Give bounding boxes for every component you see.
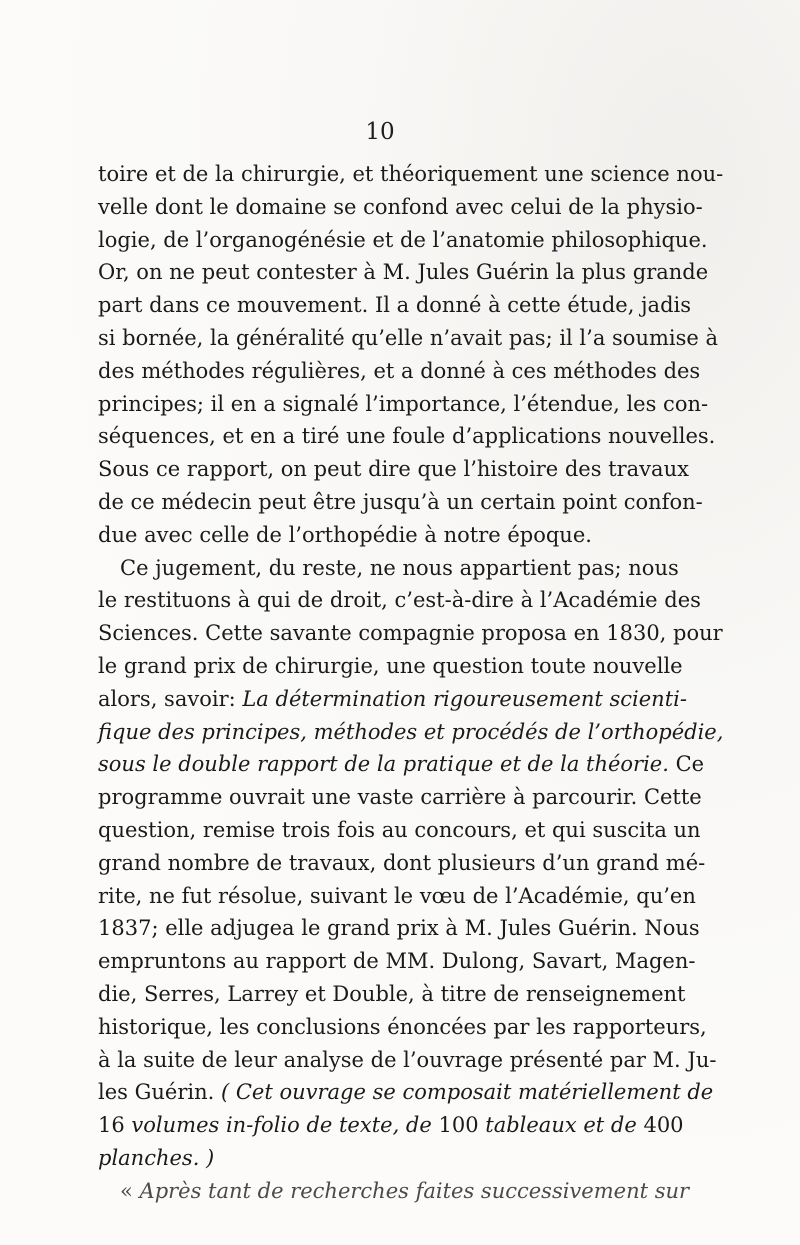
text-line [98,781,702,814]
text-segment: 16 [98,1113,132,1138]
text-segment: les Guérin. [98,1080,221,1105]
text-line [98,322,718,355]
text-line [98,978,686,1011]
text-line [98,453,689,486]
italic-text: Après tant de recherches faites successivement sur [139,1178,690,1203]
body-text [98,158,724,1208]
text-line [98,191,703,224]
text-line [98,1109,684,1142]
text-line [98,158,724,191]
text-line [98,1142,668,1175]
italic-text: sous le double rapport de la pratique et de la théorie. [98,752,669,777]
text-line [98,355,701,388]
italic-text: planches. ) [98,1145,215,1170]
italic-text: volumes in-folio de texte, de [131,1113,439,1138]
text-line [98,519,668,552]
text-segment: part dans ce mouvement. Il a donné à cette étude, jadis [98,293,692,318]
text-segment: rite, ne fut résolue, suivant le vœu de l’Académie, qu’en [98,883,696,908]
text-segment: à la suite de leur analyse de l’ouvrage présenté par M. Ju- [98,1047,717,1072]
text-segment: 100 [438,1113,486,1138]
text-line [98,552,679,585]
text-segment: principes; il en a signalé l’importance, l’étendue, les con- [98,391,709,416]
text-segment: Ce jugement, du reste, ne nous appartient pas; nous [120,555,679,580]
italic-text: La détermination rigoureusement scienti- [242,686,687,711]
text-segment: die, Serres, Larrey et Double, à titre de renseignement [98,981,686,1006]
text-line [98,748,705,781]
italic-text: ( Cet ouvrage se composait matériellement de [220,1080,714,1105]
text-segment: velle dont le domaine se confond avec celui de la physio- [98,194,703,219]
text-segment: Or, on ne peut contester à M. Jules Guérin la plus grande [98,260,709,285]
text-segment: Sous ce rapport, on peut dire que l’histoire des travaux [98,457,689,482]
text-segment: grand nombre de travaux, dont plusieurs d’un grand mé- [98,850,706,875]
text-line [98,912,700,945]
text-line [98,388,709,421]
text-segment: toire et de la chirurgie, et théoriquement une science nou- [98,162,724,186]
text-segment: le restituons à qui de droit, c’est-à-dire à l’Académie des [98,588,701,613]
text-segment: question, remise trois fois au concours, et qui suscita un [98,817,701,842]
text-segment: programme ouvrait une vaste carrière à parcourir. Cette [98,785,702,810]
text-line [98,420,716,453]
text-line [98,945,696,978]
text-segment: Sciences. Cette savante compagnie proposa en 1830, pour [98,621,723,646]
page-number: 10 [365,119,395,145]
text-line [98,289,692,322]
text-line [98,1076,714,1109]
text-line [98,617,723,650]
text-segment: des méthodes régulières, et a donné à ces méthodes des [98,358,701,383]
text-segment: « [120,1178,140,1203]
text-line [98,1011,707,1044]
text-segment: 1837; elle adjugea le grand prix à M. Jules Guérin. Nous [98,916,700,941]
italic-text: fique des principes, méthodes et procédés de l’orthopédie, [98,719,724,744]
text-line [98,716,724,749]
text-segment: 400 [643,1113,684,1138]
text-line [98,650,683,683]
text-line [98,584,701,617]
text-segment: séquences, et en a tiré une foule d’applications nouvelles. [98,424,716,449]
text-segment: le grand prix de chirurgie, une question toute nouvelle [98,653,683,678]
text-line [98,683,687,716]
text-segment: de ce médecin peut être jusqu’à un certain point confon- [98,489,703,514]
text-line [98,1044,717,1077]
text-line [98,224,708,257]
italic-text: tableaux et de [485,1113,644,1138]
text-line [98,814,701,847]
text-line [98,880,696,913]
text-line [98,847,706,880]
text-segment: Ce [668,752,705,777]
text-line [98,256,709,289]
text-segment: due avec celle de l’orthopédie à notre époque. [98,522,592,547]
text-segment: si bornée, la généralité qu’elle n’avait pas; il l’a soumise à [98,325,718,350]
text-line [98,486,703,519]
text-segment: empruntons au rapport de MM. Dulong, Savart, Magen- [98,949,696,974]
text-segment: logie, de l’organogénésie et de l’anatomie philosophique. [98,227,708,252]
text-segment: historique, les conclusions énoncées par les rapporteurs, [98,1014,707,1039]
text-segment: alors, savoir: [98,686,243,711]
text-line [98,1175,690,1208]
